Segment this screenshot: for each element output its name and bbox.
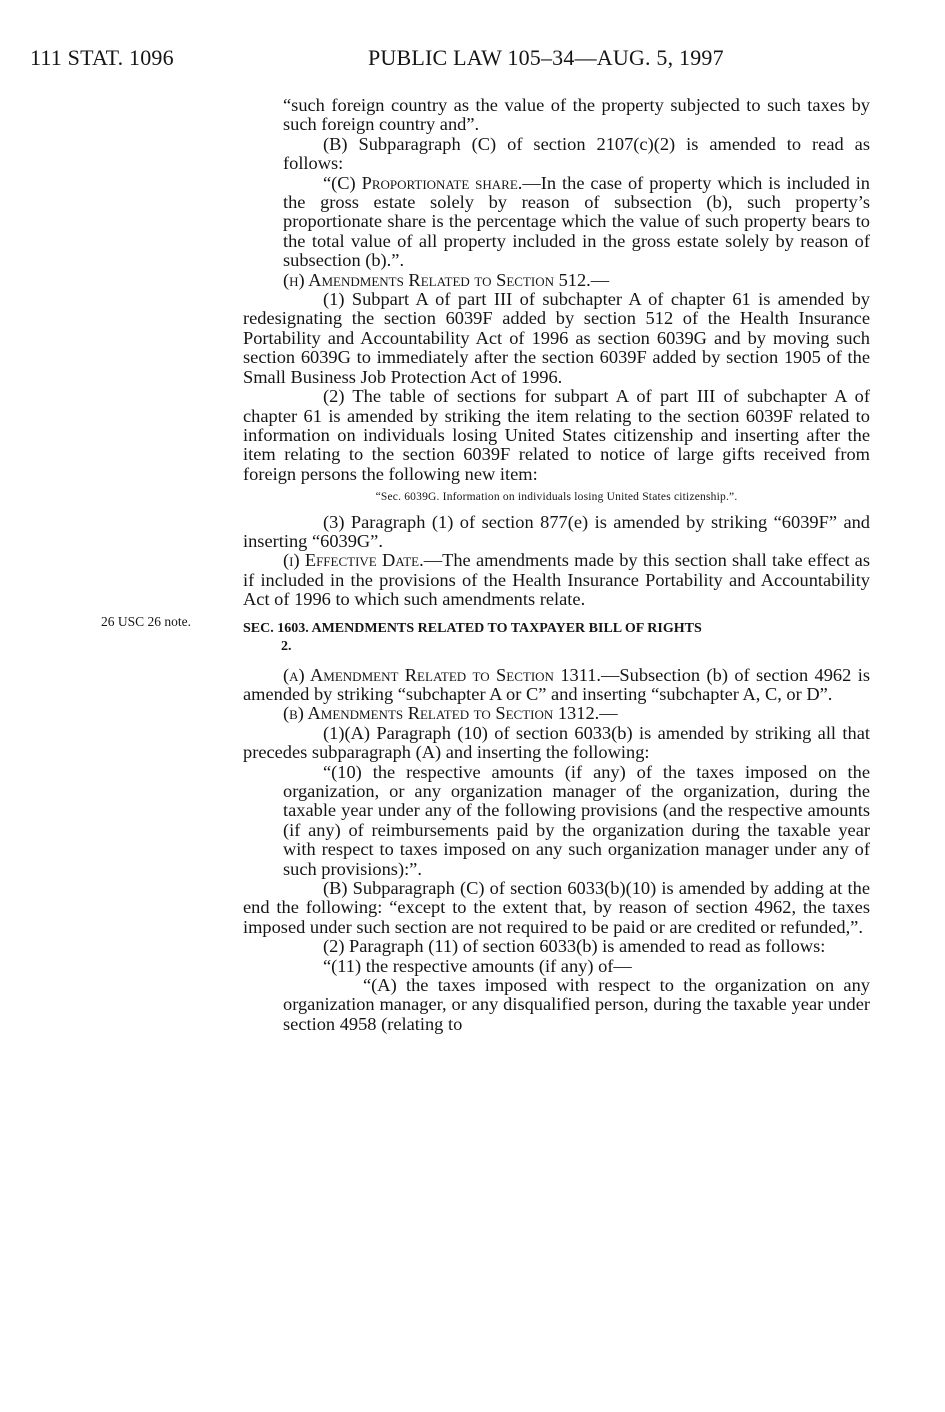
subsection-b-heading: (b) Amendments Related to Section 1312.— [283,703,618,724]
subsection-heading: “(C) Proportionate share. [323,172,523,193]
paragraph: (B) Subparagraph (C) of section 2107(c)(2) is amended to read as follows: [283,133,870,174]
paragraph: (3) Paragraph (1) of section 877(e) is amended by striking “6039F” and inserting “6039G”. [243,511,870,551]
quoted-paragraph: “(10) the respective amounts (if any) of the taxes imposed on the organization, or any organization manager of the organization, during the taxable year under any of the following provisions (and the respective amounts (if any) of reimbursements paid by the organization during the taxable year with respect to taxes imposed on any such organization manager under any of such provisions):”. [283,761,870,879]
quoted-paragraph: “(A) the taxes imposed with respect to the organization on any organization manager, or any disqualified person, during the taxable year under section 4958 (relating to [283,975,870,1034]
page-number-header: 111 STAT. 1096 [30,45,174,70]
subsection-a: (a) Amendment Related to Section 1311.—Subsection (b) of section 4962 is amended by striking “subchapter A or C” and inserting “subchapter A, C, or D”. [243,664,870,704]
subsection-i-effective-date: (i) Effective Date.—The amendments made by this section shall take effect as if included in the provisions of the Health Insurance Portability and Accountability Act of 1996 to which such amendments relate. [243,550,870,610]
paragraph: (1) Subpart A of part III of subchapter A of chapter 61 is amended by redesignating the section 6039F added by section 512 of the Health Insurance Portability and Accountability Act of 1996 as section 6039G and by moving such section 6039G to immediately after the section 6039F added by section 1905 of the Small Business Job Protection Act of 1996. [243,289,870,387]
subsection-h-heading: (h) Amendments Related to Section 512.— [283,269,610,290]
margin-note: 26 USC 26 note. [101,614,192,629]
table-of-sections-item: “Sec. 6039G. Information on individuals losing United States citizenship.”. [375,491,738,504]
paragraph: (1)(A) Paragraph (10) of section 6033(b) is amended by striking all that precedes subparagraph (A) and inserting the following: [243,722,870,763]
paragraph: (2) Paragraph (11) of section 6033(b) is amended to read as follows: [323,936,826,957]
running-header: PUBLIC LAW 105–34—AUG. 5, 1997 [368,45,724,70]
quoted-paragraph: “(11) the respective amounts (if any) of— [323,955,632,976]
section-heading: SEC. 1603. AMENDMENTS RELATED TO TAXPAYER BILL OF RIGHTS 2. [243,620,702,654]
paragraph: “such foreign country as the value of the property subjected to such taxes by such foreign country and”. [283,95,870,135]
page-body [243,96,870,1034]
paragraph: (B) Subparagraph (C) of section 6033(b)(10) is amended by adding at the end the following: “except to the extent that, by reason of section 4962, the taxes imposed under such section are not required to be paid or are credited or refunded,”. [243,878,870,937]
paragraph-proportionate-share: “(C) Proportionate share.—In the case of property which is included in the gross estate solely by reason of subsection (b), such property’s proportionate share is the percentage which the value of such property bears to the total value of all property included in the gross estate solely by reason of subsection (b).”. [283,172,870,271]
paragraph: (2) The table of sections for subpart A of part III of subchapter A of chapter 61 is amended by striking the item relating to the section 6039F related to information on individuals losing United States citizenship and inserting after the item relating to the section 6039F related to notice of large gifts received from foreign persons the following new item: [243,386,870,484]
